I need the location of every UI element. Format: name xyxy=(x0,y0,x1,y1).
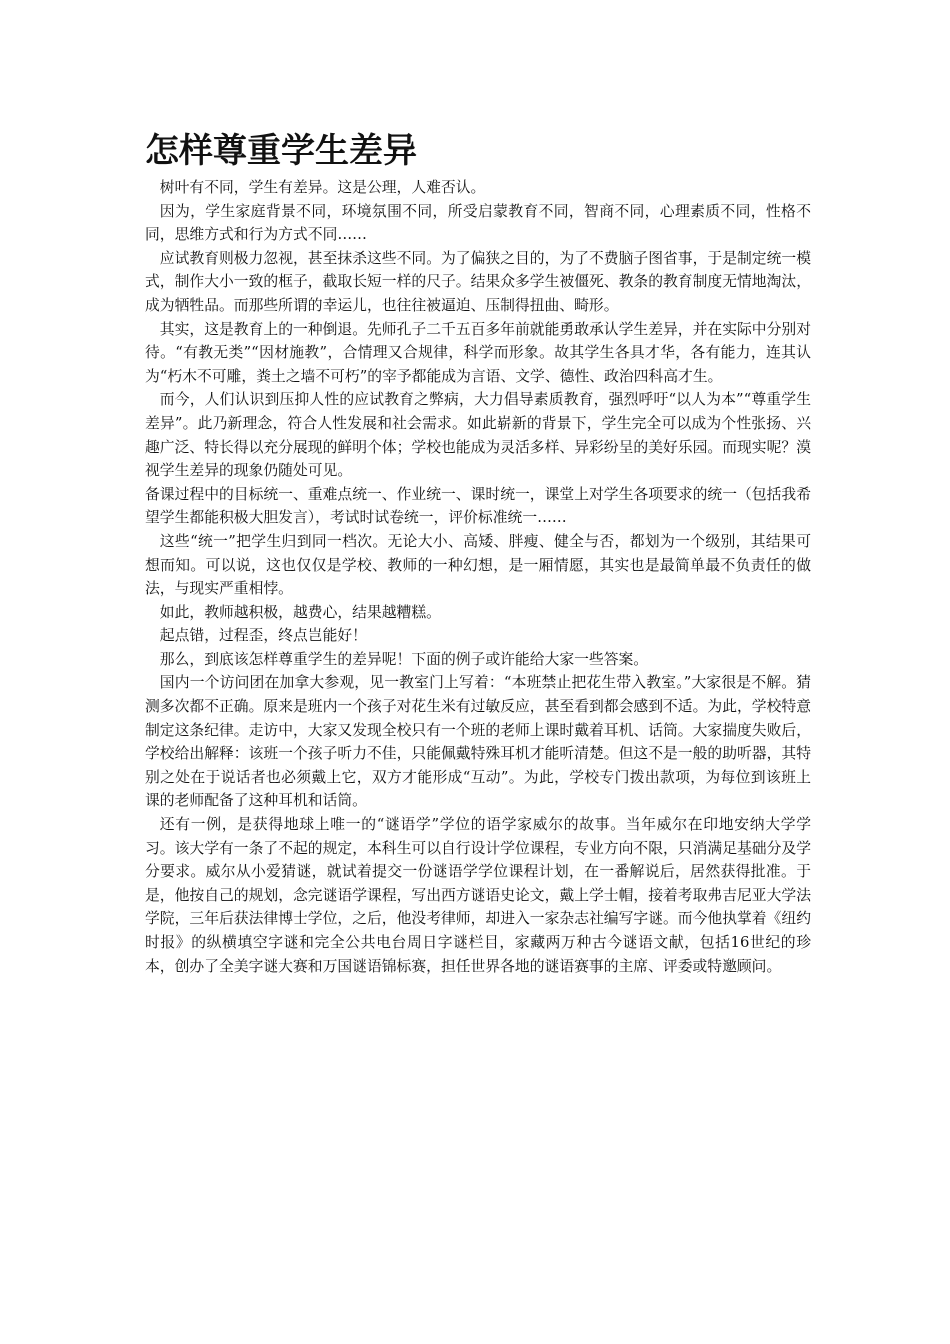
paragraph: 如此，教师越积极，越费心，结果越糟糕。 xyxy=(159,603,441,621)
document-body xyxy=(145,176,811,978)
paragraph: 国内一个访问团在加拿大参观，见一教室门上写着：“本班禁止把花生带入教室。”大家很是不解。猜测多次都不正确。原来是班内一个孩子对花生米有过敏反应，甚至看到都会感到不适。为此，学校特意制定这条纪律。走访中，大家又发现全校只有一个班的老师上课时戴着耳机、话筒。大家揣度失败后，学校给出解释：该班一个孩子听力不佳，只能佩戴特殊耳机才能听清楚。但这不是一般的助听器，其特别之处在于说话者也必须戴上它，双方才能形成“互动”。为此，学校专门拨出款项，为每位到该班上课的老师配备了这种耳机和话筒。 xyxy=(145,674,811,810)
paragraph: 这些“统一”把学生归到同一档次。无论大小、高矮、胖瘦、健全与否，都划为一个级别，其结果可想而知。可以说，这也仅仅是学校、教师的一种幻想，是一厢情愿，其实也是最简单最不负责任的做法，与现实严重相悖。 xyxy=(145,532,811,598)
document-page xyxy=(145,128,811,978)
paragraph: 因为，学生家庭背景不同，环境氛围不同，所受启蒙教育不同，智商不同，心理素质不同，性格不同，思维方式和行为方式不同…… xyxy=(145,202,811,244)
page-title: 怎样尊重学生差异 xyxy=(145,131,417,171)
paragraph: 而今，人们认识到压抑人性的应试教育之弊病，大力倡导素质教育，强烈呼吁“以人为本”“尊重学生差异”。此乃新理念，符合人性发展和社会需求。如此崭新的背景下，学生完全可以成为个性张扬、兴趣广泛、特长得以充分展现的鲜明个体；学校也能成为灵活多样、异彩纷呈的美好乐园。而现实呢？漠视学生差异的现象仍随处可见。 xyxy=(145,391,811,480)
paragraph: 起点错，过程歪，终点岂能好！ xyxy=(159,627,367,645)
paragraph: 其实，这是教育上的一种倒退。先师孔子二千五百多年前就能勇敢承认学生差异，并在实际中分别对待。“有教无类”“因材施教”，合情理又合规律，科学而形象。故其学生各具才华，各有能力，连其认为“朽木不可雕，粪土之墙不可朽”的宰予都能成为言语、文学、德性、政治四科高才生。 xyxy=(145,320,811,385)
paragraph: 还有一例，是获得地球上唯一的“谜语学”学位的语学家威尔的故事。当年威尔在印地安纳大学学习。该大学有一条了不起的规定，本科生可以自行设计学位课程，专业方向不限，只消满足基础分及学分要求。威尔从小爱猜谜，就试着提交一份谜语学学位课程计划，在一番解说后，居然获得批准。于是，他按自己的规划，念完谜语学课程，写出西方谜语史论文，戴上学士帽，接着考取弗吉尼亚大学法学院，三年后获法律博士学位，之后，他没考律师，却进入一家杂志社编写字谜。而今他执掌着《纽约时报》的纵横填空字谜和完全公共电台周日字谜栏目，家藏两万种古今谜语文献，包括16世纪的珍本，创办了全美字谜大赛和万国谜语锦标赛，担任世界各地的谜语赛事的主席、评委或特邀顾问。 xyxy=(145,816,811,975)
paragraph: 那么，到底该怎样尊重学生的差异呢！下面的例子或许能给大家一些答案。 xyxy=(159,650,649,668)
paragraph: 树叶有不同，学生有差异。这是公理，人难否认。 xyxy=(159,179,486,196)
paragraph: 备课过程中的目标统一、重难点统一、作业统一、课时统一，课堂上对学生各项要求的统一（包括我希望学生都能积极大胆发言），考试时试卷统一，评价标准统一…… xyxy=(145,485,811,527)
paragraph: 应试教育则极力忽视，甚至抹杀这些不同。为了偏狭之目的，为了不费脑子图省事，于是制定统一模式，制作大小一致的框子，截取长短一样的尺子。结果众多学生被僵死、教条的教育制度无情地淘汰，成为牺牲品。而那些所谓的幸运儿，也往往被逼迫、压制得扭曲、畸形。 xyxy=(145,249,811,314)
